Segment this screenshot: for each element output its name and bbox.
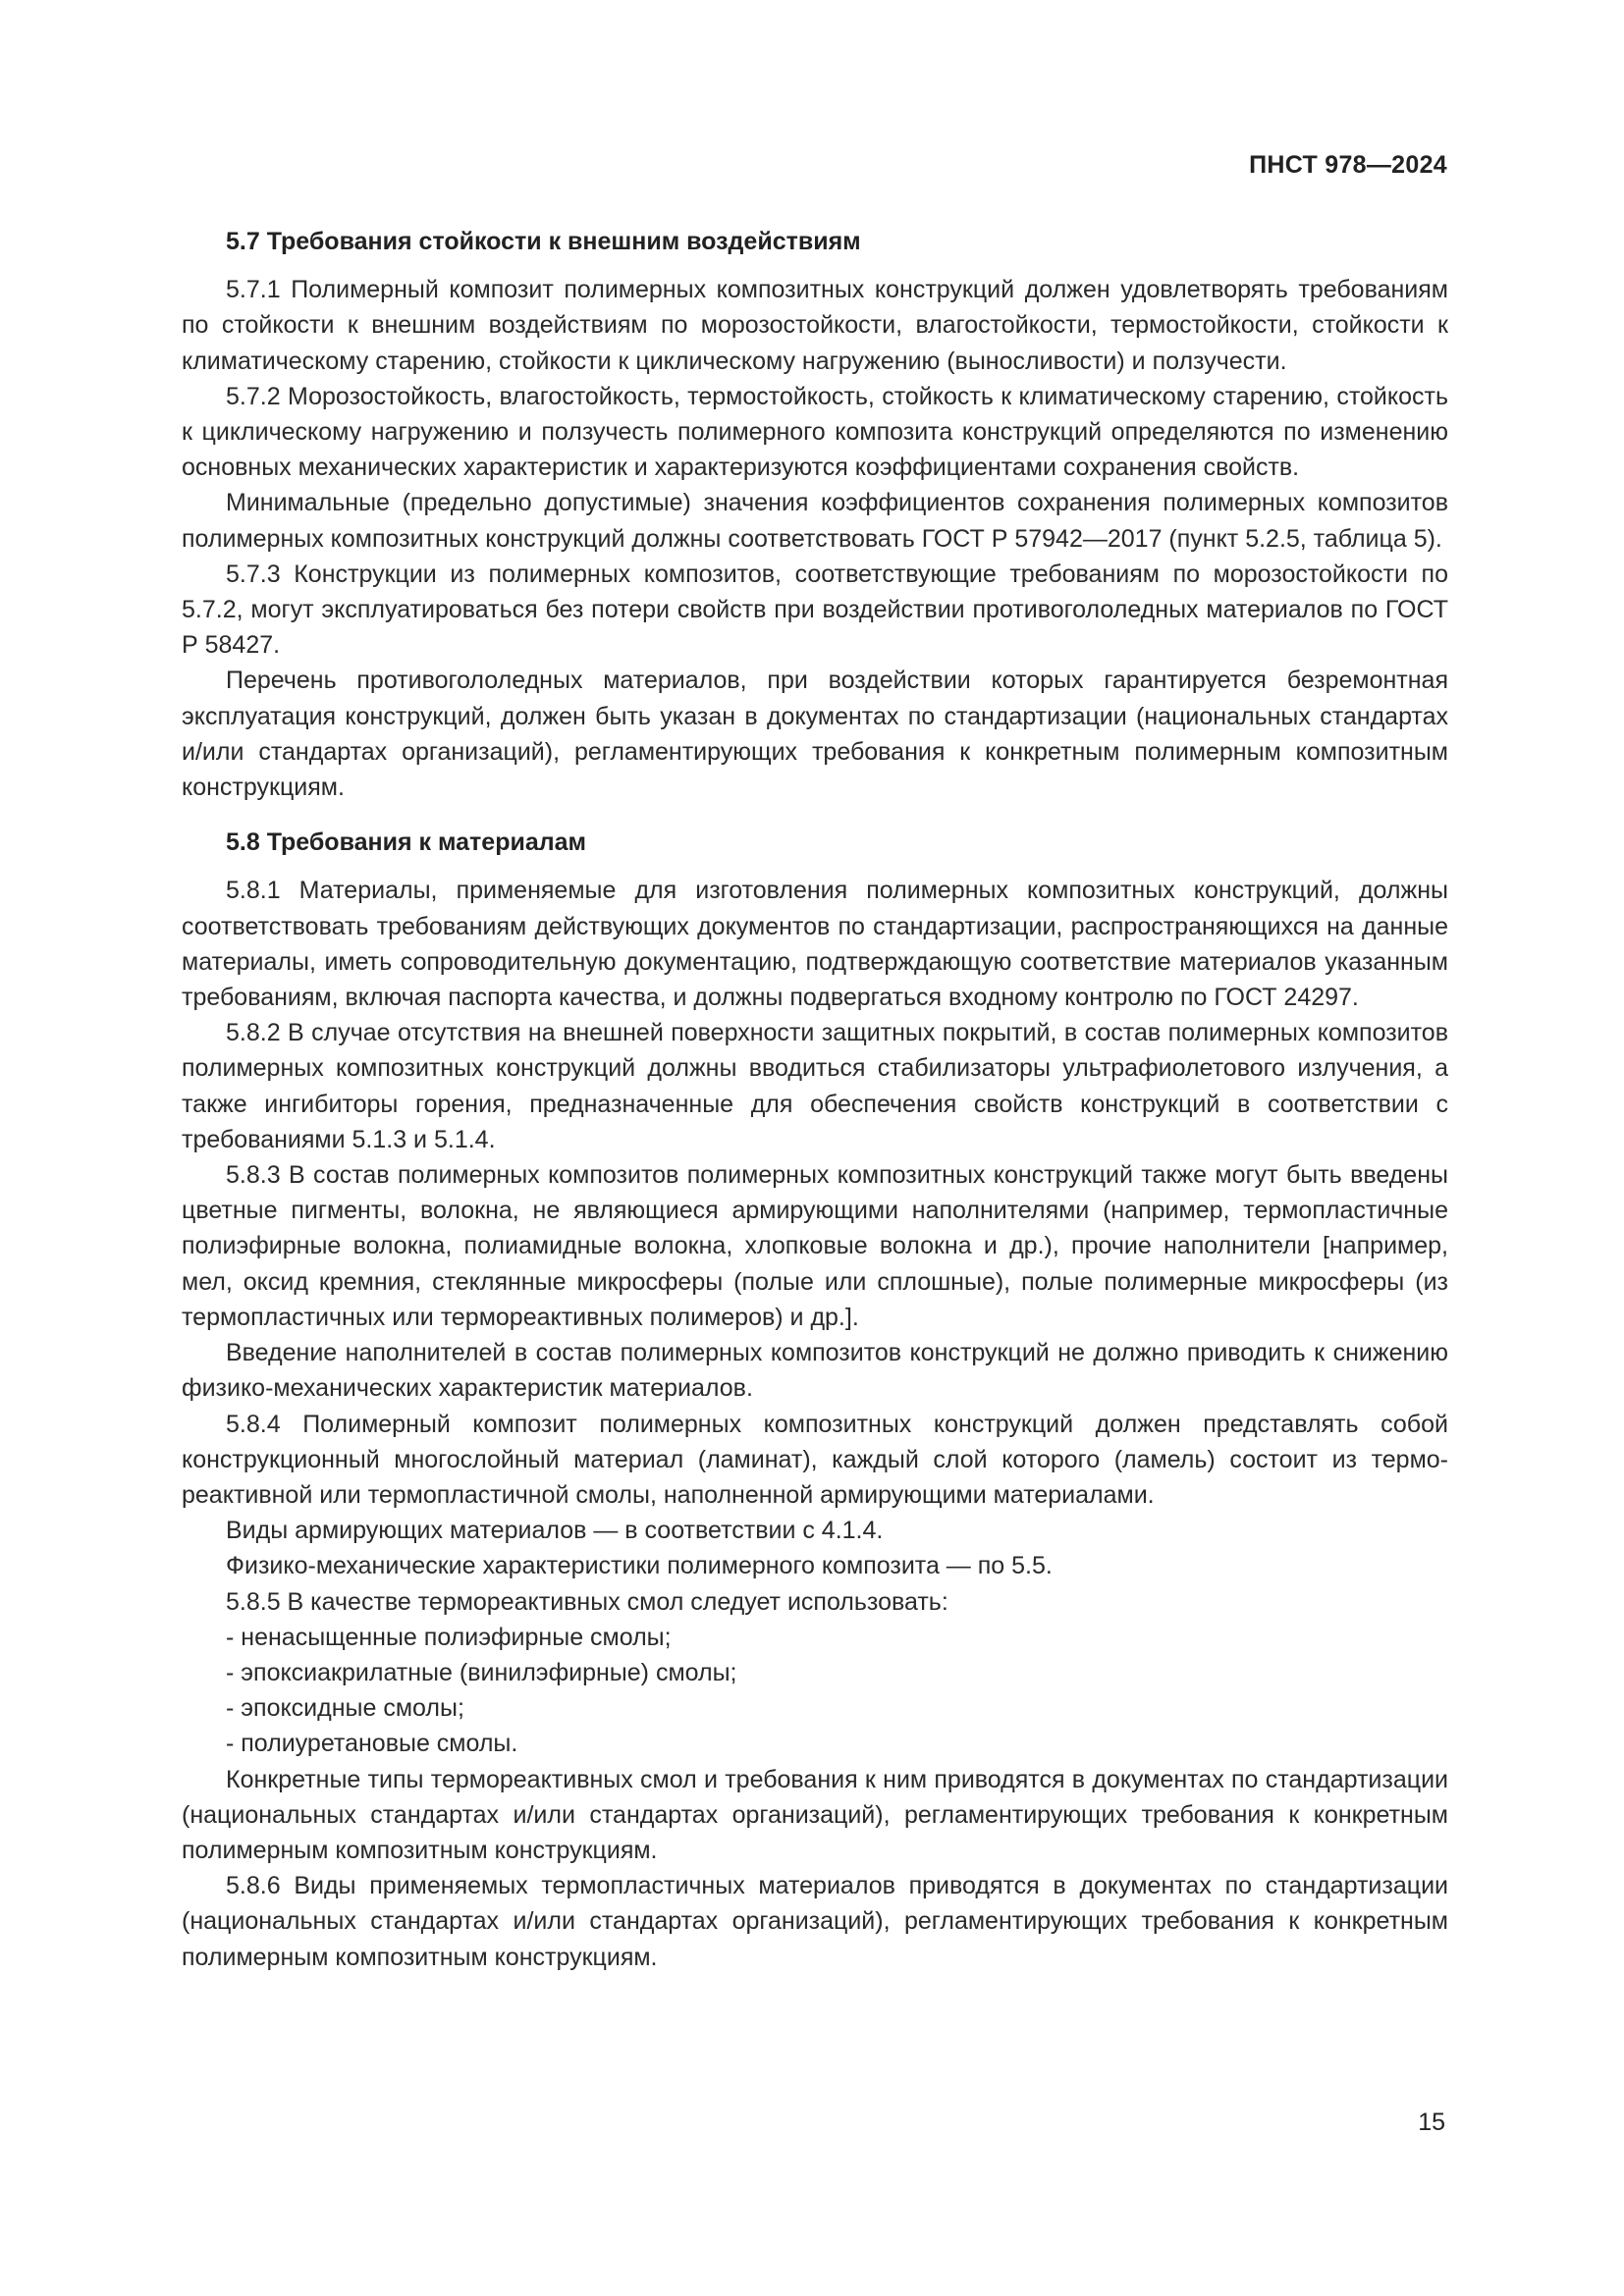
paragraph: 5.8.3 В состав полимерных композитов полимерных композитных конструкций также могут быть введены цветные пигменты, волокна, не являющиеся армирующими наполнителями (например, термопластичные полиэфирные волокна, полиамидные волокна, хлопковые волокна и др.), прочие наполнители [например, мел, оксид кремния, стеклянные микросферы (полые или сплошные), полые полимерные микросферы (из термопластичных или термореактивных полимеров) и др.]. <box>182 1161 1448 1331</box>
section-5-7 <box>182 224 1448 805</box>
paragraph: 5.7.2 Морозостойкость, влагостойкость, термостойкость, стойкость к климатическому старению, стойкость к циклическому нагружению и ползучесть полимерного композита конструкций определяются по изменению основных механических характеристик и характеризуются коэффициентами сохранения свойств. <box>182 382 1448 482</box>
paragraph: 5.8.4 Полимерный композит полимерных композитных конструкций должен представлять собой конструкционный многослойный материал (ламинат), каждый слой которого (ламель) состоит из термореактивной или термопластичной смолы, наполненной армирующими материалами. <box>182 1410 1448 1509</box>
section-5-8 <box>182 825 1448 1975</box>
page-content <box>182 224 1448 1975</box>
paragraph: Конкретные типы термореактивных смол и требования к ним приводятся в документах по стандартизации (национальных стандартах и/или стандартах организаций), регламентирующих требования к конкретным полимерным композитным конструкциям. <box>182 1765 1448 1864</box>
paragraph: Виды армирующих материалов — в соответствии с 4.1.4. <box>226 1517 884 1545</box>
document-code: ПНСТ 978—2024 <box>1249 151 1447 179</box>
paragraph: 5.8.5 В качестве термореактивных смол следует использовать: <box>226 1587 948 1616</box>
paragraph: 5.8.1 Материалы, применяемые для изготовления полимерных композитных конструкций, должны соответствовать требованиям действующих документов по стандартизации, распространяющихся на данные материалы, иметь сопроводительную документацию, подтверждающую соответствие материалов указанным требованиям, включая паспорта качества, и должны подвергаться входному контролю по ГОСТ 24297. <box>182 877 1448 1012</box>
paragraph: Введение наполнителей в состав полимерных композитов конструкций не должно приводить к снижению физико-механических характеристик материалов. <box>182 1339 1448 1403</box>
paragraph: Минимальные (предельно допустимые) значения коэффициентов сохранения полимерных композитов полимерных композитных конструкций должны соответствовать ГОСТ Р 57942—2017 (пункт 5.2.5, таблица 5). <box>182 489 1448 553</box>
section-heading: 5.7 Требования стойкости к внешним воздействиям <box>226 228 861 255</box>
paragraph: 5.8.2 В случае отсутствия на внешней поверхности защитных покрытий, в состав полимерных композитов полимерных композитных конструкций должны вводиться стабилизаторы ультрафиолетового излучения, а также ингибиторы горения, предназначенные для обеспечения свойств конструкций в соответствии с требованиями 5.1.3 и 5.1.4. <box>182 1019 1448 1153</box>
list-item: - ненасыщенные полиэфирные смолы; <box>226 1623 672 1651</box>
section-body <box>182 873 1448 1974</box>
paragraph: 5.7.1 Полимерный композит полимерных композитных конструкций должен удовлетворять требованиям по стойкости к внешним воздействиям по морозостойкости, влагостойкости, термостойкости, стойкости к климатическому старению, стойкости к циклическому нагружению (выносливости) и ползучести. <box>182 276 1448 375</box>
section-body <box>182 272 1448 805</box>
list-item: - эпоксиакрилатные (винилэфирные) смолы; <box>226 1658 737 1686</box>
page-number: 15 <box>1418 2109 1445 2136</box>
paragraph: Перечень противогололедных материалов, при воздействии которых гарантируется безремонтная эксплуатация конструкций, должен быть указан в документах по стандартизации (национальных стандартах и/или стандартах организаций), регламентирующих требования к конкретным полимерным композитным конструкциям. <box>182 667 1448 802</box>
paragraph: 5.7.3 Конструкции из полимерных композитов, соответствующие требованиям по морозостойкости по 5.7.2, могут эксплуатироваться без потери свойств при воздействии противогололедных материалов по ГОСТ Р 58427. <box>182 560 1448 660</box>
list-item: - полиуретановые смолы. <box>226 1730 518 1758</box>
paragraph: Физико-механические характеристики полимерного композита — по 5.5. <box>226 1552 1053 1580</box>
paragraph: 5.8.6 Виды применяемых термопластичных материалов приводятся в документах по стандартизации (национальных стандартах и/или стандартах организаций), регламентирующих требования к конкретным полимерным композитным конструкциям. <box>182 1872 1448 1971</box>
list-item: - эпоксидные смолы; <box>226 1694 464 1723</box>
section-heading: 5.8 Требования к материалам <box>226 828 587 857</box>
